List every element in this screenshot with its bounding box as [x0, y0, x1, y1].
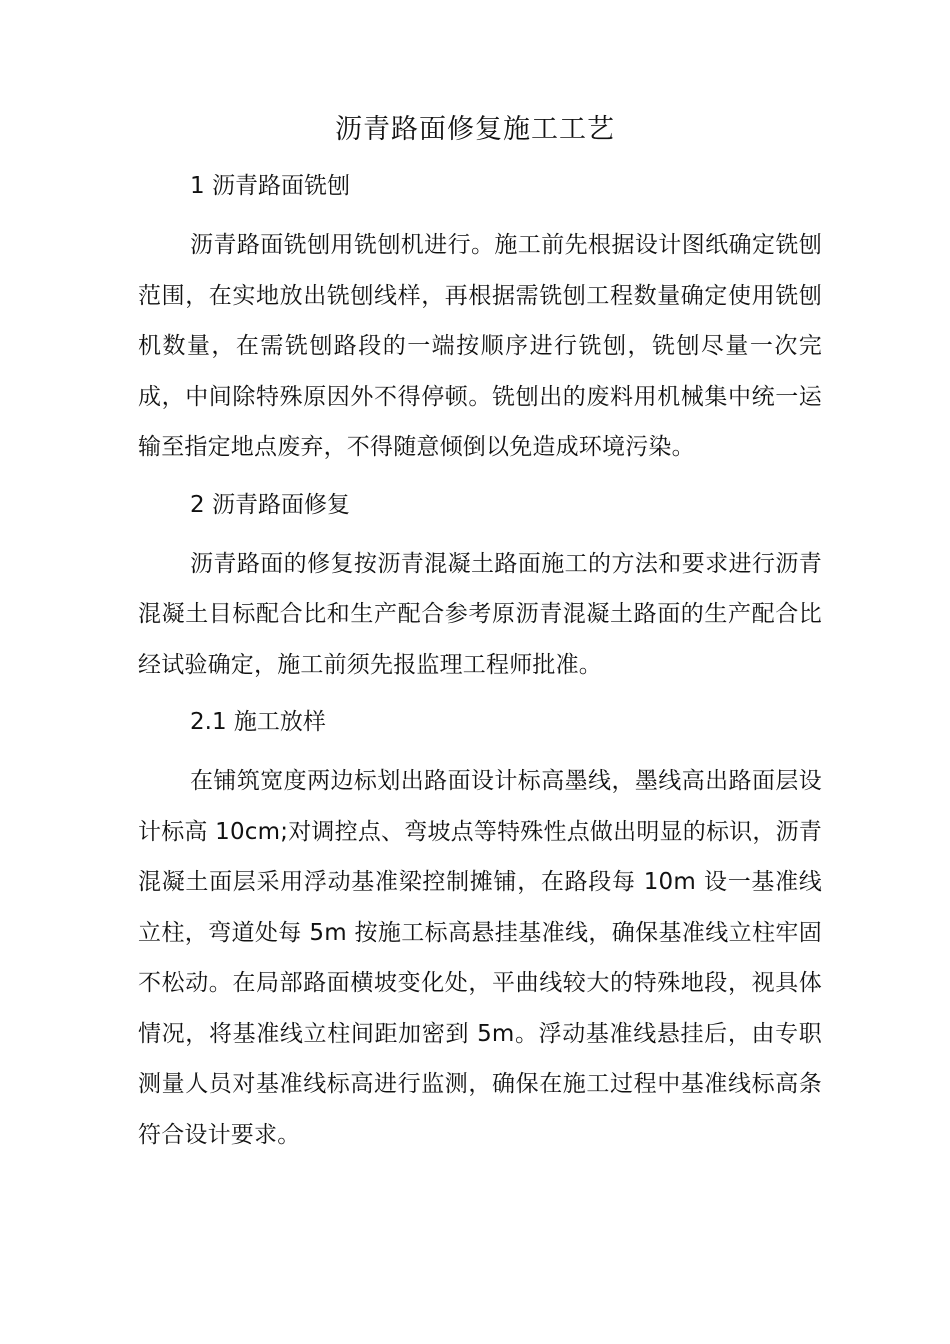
- section-1-paragraph: 沥青路面铣刨用铣刨机进行。施工前先根据设计图纸确定铣刨范围，在实地放出铣刨线样，再根据需铣刨工程数量确定使用铣刨机数量，在需铣刨路段的一端按顺序进行铣刨，铣刨尽量一次完成，中间除特殊原因外不得停顿。铣刨出的废料用机械集中统一运输至指定地点废弃，不得随意倾倒以免造成环境污染。: [138, 232, 822, 460]
- document-title: 沥青路面修复施工工艺: [335, 114, 615, 145]
- section-2-heading: 2 沥青路面修复: [190, 491, 350, 518]
- section-2-paragraph: 沥青路面的修复按沥青混凝土路面施工的方法和要求进行沥青混凝土目标配合比和生产配合参考原沥青混凝土路面的生产配合比经试验确定，施工前须先报监理工程师批准。: [138, 550, 822, 678]
- section-2-1-paragraph: 在铺筑宽度两边标划出路面设计标高墨线，墨线高出路面层设计标高 10cm;对调控点、弯坡点等特殊性点做出明显的标识，沥青混凝土面层采用浮动基准梁控制摊铺，在路段每 10m 设一基准线立柱，弯道处每 5m 按施工标高悬挂基准线，确保基准线立柱牢固不松动。在局部路面横坡变化处，平曲线较大的特殊地段，视具体情况，将基准线立柱间距加密到 5m。浮动基准线悬挂后，由专职测量人员对基准线标高进行监测，确保在施工过程中基准线标高条符合设计要求。: [138, 768, 822, 1148]
- section-1-heading: 1 沥青路面铣刨: [190, 173, 350, 199]
- document-body: [138, 160, 822, 1168]
- section-2-1-heading: 2.1 施工放样: [190, 709, 326, 735]
